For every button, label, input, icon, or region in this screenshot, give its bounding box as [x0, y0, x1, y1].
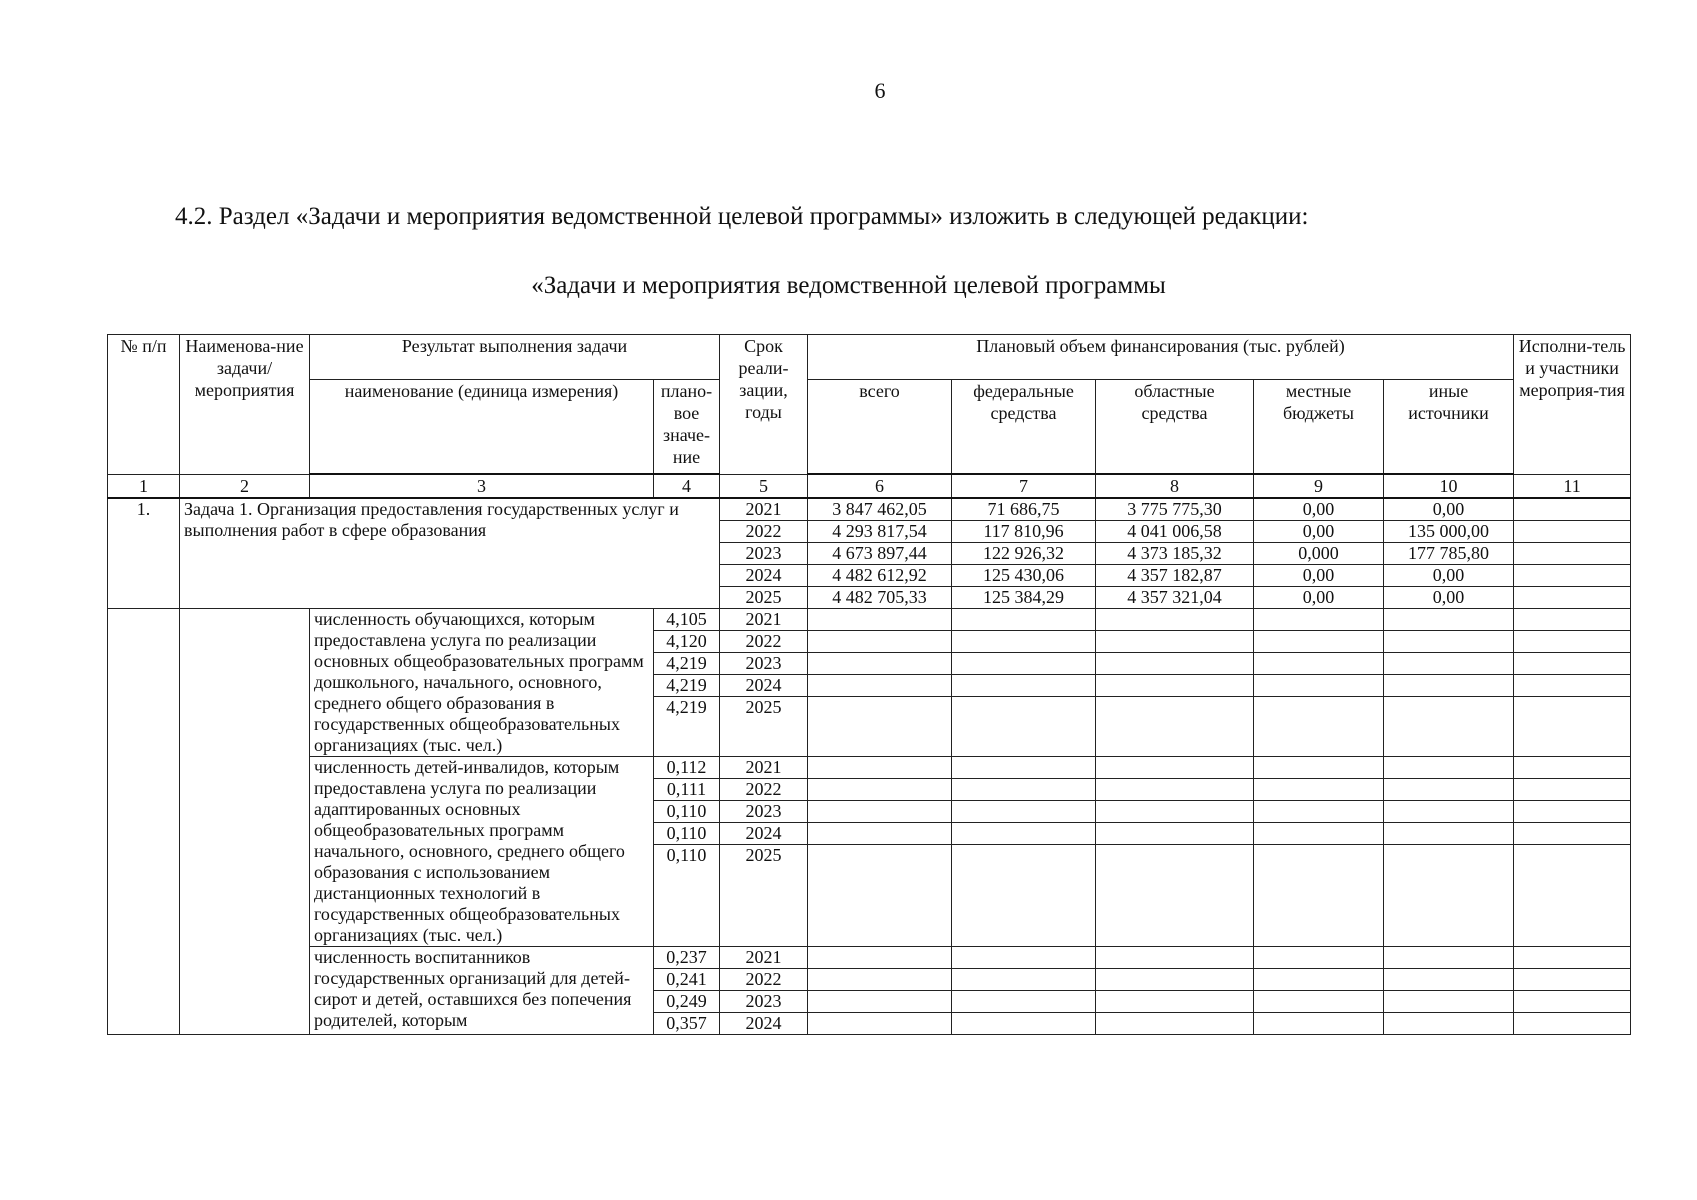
indicator-plan-value: 4,219	[654, 675, 720, 697]
funding-other: 135 000,00	[1384, 521, 1514, 543]
funding-local	[1254, 675, 1384, 697]
funding-other	[1384, 991, 1514, 1013]
column-number: 6	[808, 474, 952, 498]
funding-local: 0,00	[1254, 587, 1384, 609]
funding-local	[1254, 801, 1384, 823]
funding-total	[808, 675, 952, 697]
executor-cell	[1514, 697, 1631, 757]
executor-cell	[1514, 543, 1631, 565]
header-task-name: Наименова-ние задачи/ мероприятия	[180, 335, 310, 475]
funding-other	[1384, 631, 1514, 653]
funding-regional: 4 041 006,58	[1096, 521, 1254, 543]
executor-cell	[1514, 801, 1631, 823]
column-number: 8	[1096, 474, 1254, 498]
executor-cell	[1514, 757, 1631, 779]
funding-federal	[952, 947, 1096, 969]
funding-regional	[1096, 779, 1254, 801]
header-num: № п/п	[108, 335, 180, 475]
funding-regional	[1096, 675, 1254, 697]
indicator-plan-value: 0,249	[654, 991, 720, 1013]
funding-local: 0,000	[1254, 543, 1384, 565]
funding-local	[1254, 697, 1384, 757]
indicator-plan-value: 4,120	[654, 631, 720, 653]
indicator-year: 2024	[720, 675, 808, 697]
funding-total	[808, 947, 952, 969]
funding-federal	[952, 757, 1096, 779]
header-federal: федеральные средства	[952, 380, 1096, 475]
indicator-num-cell	[108, 609, 180, 1035]
column-number: 2	[180, 474, 310, 498]
indicator-year: 2021	[720, 757, 808, 779]
funding-other	[1384, 1013, 1514, 1035]
funding-federal	[952, 1013, 1096, 1035]
funding-federal	[952, 991, 1096, 1013]
funding-regional: 4 373 185,32	[1096, 543, 1254, 565]
funding-federal	[952, 823, 1096, 845]
funding-other: 0,00	[1384, 565, 1514, 587]
funding-regional: 4 357 321,04	[1096, 587, 1254, 609]
task-year: 2024	[720, 565, 808, 587]
header-row-1	[108, 335, 1631, 380]
funding-total	[808, 1013, 952, 1035]
funding-federal	[952, 675, 1096, 697]
indicator-row	[108, 947, 1631, 969]
task-year: 2021	[720, 498, 808, 521]
indicator-year: 2023	[720, 991, 808, 1013]
indicator-year: 2024	[720, 1013, 808, 1035]
funding-local	[1254, 1013, 1384, 1035]
executor-cell	[1514, 521, 1631, 543]
indicator-plan-value: 4,219	[654, 653, 720, 675]
funding-total	[808, 991, 952, 1013]
funding-regional	[1096, 947, 1254, 969]
funding-regional	[1096, 1013, 1254, 1035]
executor-cell	[1514, 823, 1631, 845]
funding-federal	[952, 697, 1096, 757]
funding-total	[808, 969, 952, 991]
funding-local	[1254, 991, 1384, 1013]
funding-regional	[1096, 757, 1254, 779]
indicator-year: 2022	[720, 779, 808, 801]
executor-cell	[1514, 653, 1631, 675]
funding-total: 4 482 705,33	[808, 587, 952, 609]
executor-cell	[1514, 779, 1631, 801]
funding-federal: 117 810,96	[952, 521, 1096, 543]
funding-federal	[952, 801, 1096, 823]
funding-other: 0,00	[1384, 587, 1514, 609]
funding-local	[1254, 757, 1384, 779]
funding-regional	[1096, 845, 1254, 947]
funding-federal	[952, 631, 1096, 653]
funding-regional	[1096, 801, 1254, 823]
funding-other: 0,00	[1384, 498, 1514, 521]
column-number: 11	[1514, 474, 1631, 498]
column-number: 4	[654, 474, 720, 498]
funding-regional: 3 775 775,30	[1096, 498, 1254, 521]
funding-other	[1384, 823, 1514, 845]
funding-regional	[1096, 631, 1254, 653]
indicator-year: 2021	[720, 609, 808, 631]
page-number: 6	[874, 78, 886, 103]
funding-total	[808, 697, 952, 757]
header-regional: областные средства	[1096, 380, 1254, 475]
funding-local	[1254, 779, 1384, 801]
task-year: 2025	[720, 587, 808, 609]
indicator-plan-value: 0,237	[654, 947, 720, 969]
indicator-year: 2025	[720, 845, 808, 947]
funding-federal: 71 686,75	[952, 498, 1096, 521]
funding-other	[1384, 845, 1514, 947]
funding-federal	[952, 845, 1096, 947]
funding-regional: 4 357 182,87	[1096, 565, 1254, 587]
indicator-task-cell	[180, 609, 310, 1035]
funding-total	[808, 845, 952, 947]
indicator-name: численность воспитанников государственных организаций для детей-сирот и детей, оставшихся без попечения родителей, которым	[310, 947, 654, 1035]
header-other: иные источники	[1384, 380, 1514, 475]
funding-regional	[1096, 697, 1254, 757]
funding-total: 4 673 897,44	[808, 543, 952, 565]
funding-total	[808, 801, 952, 823]
funding-local	[1254, 969, 1384, 991]
task-year-row	[108, 498, 1631, 521]
indicator-plan-value: 4,105	[654, 609, 720, 631]
executor-cell	[1514, 969, 1631, 991]
funding-federal: 122 926,32	[952, 543, 1096, 565]
executor-cell	[1514, 845, 1631, 947]
executor-cell	[1514, 631, 1631, 653]
indicator-year: 2021	[720, 947, 808, 969]
column-number: 7	[952, 474, 1096, 498]
funding-local: 0,00	[1254, 498, 1384, 521]
indicator-year: 2025	[720, 697, 808, 757]
executor-cell	[1514, 947, 1631, 969]
task-title: Задача 1. Организация предоставления государственных услуг и выполнения работ в сфере образования	[180, 498, 720, 609]
funding-local	[1254, 947, 1384, 969]
indicator-name: численность детей-инвалидов, которым предоставлена услуга по реализации адаптированных основных общеобразовательных программ начального, основного, среднего общего образования с использованием дистанционных технологий в государственных общеобразовательных организациях (тыс. чел.)	[310, 757, 654, 947]
executor-cell	[1514, 675, 1631, 697]
program-table	[107, 334, 1631, 1035]
header-total: всего	[808, 380, 952, 475]
indicator-plan-value: 4,219	[654, 697, 720, 757]
funding-local: 0,00	[1254, 565, 1384, 587]
funding-federal: 125 384,29	[952, 587, 1096, 609]
indicator-year: 2022	[720, 969, 808, 991]
funding-local: 0,00	[1254, 521, 1384, 543]
executor-cell	[1514, 1013, 1631, 1035]
funding-total	[808, 757, 952, 779]
executor-cell	[1514, 565, 1631, 587]
funding-federal	[952, 609, 1096, 631]
indicator-year: 2023	[720, 801, 808, 823]
column-number: 3	[310, 474, 654, 498]
header-term: Срок реали-зации, годы	[720, 335, 808, 475]
executor-cell	[1514, 991, 1631, 1013]
header-executor: Исполни-тель и участники мероприя-тия	[1514, 335, 1631, 475]
funding-total	[808, 823, 952, 845]
funding-other	[1384, 969, 1514, 991]
funding-total: 4 293 817,54	[808, 521, 952, 543]
column-number: 1	[108, 474, 180, 498]
funding-federal	[952, 969, 1096, 991]
executor-cell	[1514, 498, 1631, 521]
indicator-plan-value: 0,110	[654, 801, 720, 823]
indicator-year: 2023	[720, 653, 808, 675]
column-number: 9	[1254, 474, 1384, 498]
funding-federal	[952, 779, 1096, 801]
indicator-row	[108, 757, 1631, 779]
funding-total: 4 482 612,92	[808, 565, 952, 587]
funding-other	[1384, 779, 1514, 801]
task-number: 1.	[108, 498, 180, 609]
funding-other	[1384, 947, 1514, 969]
indicator-plan-value: 0,112	[654, 757, 720, 779]
funding-local	[1254, 653, 1384, 675]
funding-regional	[1096, 969, 1254, 991]
indicator-plan-value: 0,241	[654, 969, 720, 991]
header-local: местные бюджеты	[1254, 380, 1384, 475]
header-result: Результат выполнения задачи	[310, 335, 720, 380]
task-year: 2023	[720, 543, 808, 565]
column-number: 10	[1384, 474, 1514, 498]
funding-regional	[1096, 609, 1254, 631]
funding-total	[808, 653, 952, 675]
header-result-name: наименование (единица измерения)	[310, 380, 654, 475]
funding-local	[1254, 823, 1384, 845]
funding-local	[1254, 631, 1384, 653]
funding-other	[1384, 757, 1514, 779]
column-number-row	[108, 474, 1631, 498]
indicator-plan-value: 0,357	[654, 1013, 720, 1035]
header-row-2	[108, 380, 1631, 475]
indicator-plan-value: 0,110	[654, 845, 720, 947]
funding-total	[808, 631, 952, 653]
funding-local	[1254, 609, 1384, 631]
funding-other	[1384, 697, 1514, 757]
funding-total	[808, 779, 952, 801]
funding-regional	[1096, 991, 1254, 1013]
funding-federal: 125 430,06	[952, 565, 1096, 587]
funding-total	[808, 609, 952, 631]
column-number: 5	[720, 474, 808, 498]
indicator-row	[108, 609, 1631, 631]
executor-cell	[1514, 587, 1631, 609]
funding-total: 3 847 462,05	[808, 498, 952, 521]
funding-other	[1384, 609, 1514, 631]
funding-other	[1384, 801, 1514, 823]
funding-other: 177 785,80	[1384, 543, 1514, 565]
funding-regional	[1096, 653, 1254, 675]
indicator-year: 2024	[720, 823, 808, 845]
header-result-plan: плано-вое значе-ние	[654, 380, 720, 475]
header-funding: Плановый объем финансирования (тыс. рублей)	[808, 335, 1514, 380]
funding-other	[1384, 653, 1514, 675]
indicator-plan-value: 0,111	[654, 779, 720, 801]
indicator-year: 2022	[720, 631, 808, 653]
indicator-plan-value: 0,110	[654, 823, 720, 845]
section-heading: 4.2. Раздел «Задачи и мероприятия ведомственной целевой программы» изложить в следующей редакции:	[175, 203, 1309, 230]
indicator-name: численность обучающихся, которым предоставлена услуга по реализации основных общеобразовательных программ дошкольного, начального, основного, среднего общего образования в государственных общеобразовательных организациях (тыс. чел.)	[310, 609, 654, 757]
funding-other	[1384, 675, 1514, 697]
funding-regional	[1096, 823, 1254, 845]
funding-federal	[952, 653, 1096, 675]
task-year: 2022	[720, 521, 808, 543]
executor-cell	[1514, 609, 1631, 631]
table-title: «Задачи и мероприятия ведомственной целевой программы	[531, 272, 1166, 299]
funding-local	[1254, 845, 1384, 947]
